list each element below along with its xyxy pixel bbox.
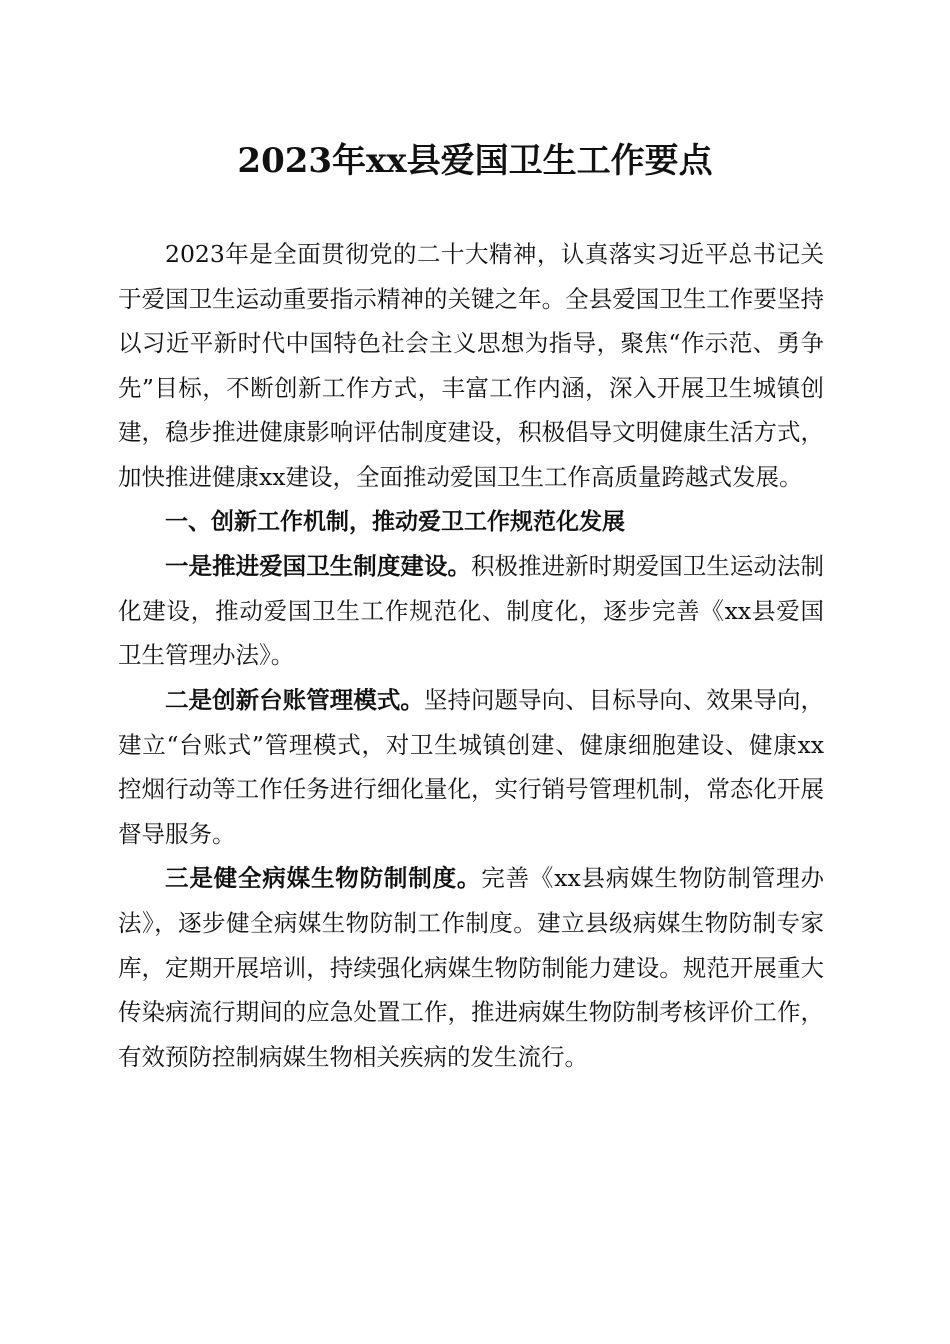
item-text-1: 积极推进新时期爱国卫生运动法制化建设，推动爱国卫生工作规范化、制度化，逐步完善《xx县爱国卫生管理办法》。	[118, 552, 825, 670]
section-heading: 一、创新工作机制，推动爱卫工作规范化发展	[165, 508, 625, 535]
item-paragraph-2	[118, 678, 824, 856]
item-paragraph-1	[118, 544, 824, 678]
intro-paragraph: 2023年是全面贯彻党的二十大精神，认真落实习近平总书记关于爱国卫生运动重要指示精神的关键之年。全县爱国卫生工作要坚持以习近平新时代中国特色社会主义思想为指导，聚焦“作示范、勇争先”目标，不断创新工作方式，丰富工作内涵，深入开展卫生城镇创建，稳步推进健康影响评估制度建设，积极倡导文明健康生活方式，加快推进健康xx建设，全面推动爱国卫生工作高质量跨越式发展。	[118, 240, 824, 491]
item-text-3: 完善《xx县病媒生物防制管理办法》，逐步健全病媒生物防制工作制度。建立县级病媒生物防制专家库，定期开展培训，持续强化病媒生物防制能力建设。规范开展重大传染病流行期间的应急处置工作，推进病媒生物防制考核评价工作，有效预防控制病媒生物相关疾病的发生流行。	[118, 864, 824, 1071]
document-title: 2023年xx县爱国卫生工作要点	[237, 141, 713, 181]
item-lead-3: 三是健全病媒生物防制制度。	[165, 864, 482, 893]
item-text-2: 坚持问题导向、目标导向、效果导向，建立“台账式”管理模式，对卫生城镇创建、健康细胞建设、健康xx控烟行动等工作任务进行细化量化，实行销号管理机制，常态化开展督导服务。	[118, 685, 825, 848]
document-body	[118, 232, 824, 1079]
item-lead-2: 二是创新台账管理模式。	[165, 685, 424, 714]
item-lead-1: 一是推进爱国卫生制度建设。	[165, 552, 471, 581]
item-paragraph-3	[118, 856, 824, 1079]
